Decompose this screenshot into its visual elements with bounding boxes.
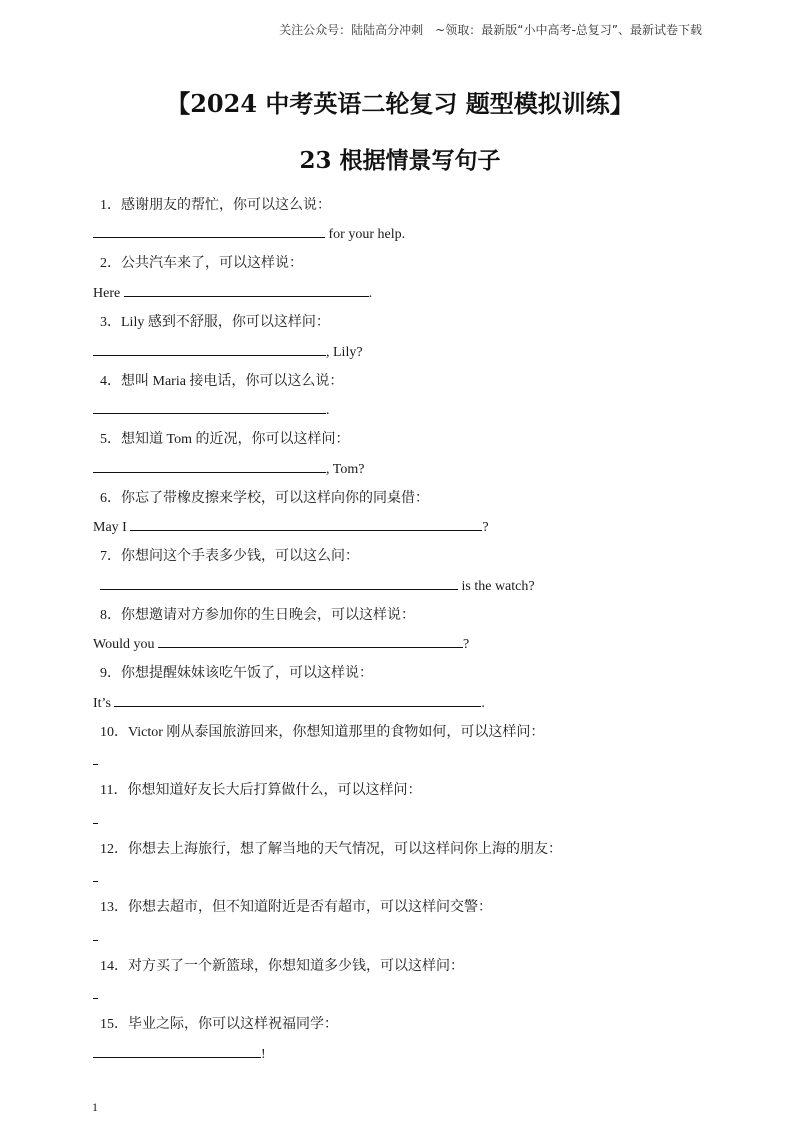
answer-suffix: . bbox=[481, 696, 485, 711]
answer-suffix: . bbox=[368, 286, 373, 301]
answer-blank[interactable] bbox=[93, 925, 98, 941]
answer-blank[interactable] bbox=[93, 340, 326, 356]
answer-blank[interactable] bbox=[158, 632, 463, 648]
answer-line bbox=[93, 866, 98, 886]
question-prompt: 15．毕业之际，你可以这样祝福同学： bbox=[100, 1017, 338, 1032]
answer-prefix: May I bbox=[93, 520, 131, 535]
answer-blank[interactable] bbox=[124, 281, 369, 297]
answer-blank[interactable] bbox=[93, 457, 326, 473]
answer-line bbox=[93, 398, 330, 418]
question-prompt: 3．Lily 感到不舒服，你可以这样问： bbox=[100, 315, 330, 330]
question-prompt: 2．公共汽车来了，可以这样说： bbox=[100, 256, 303, 271]
answer-blank[interactable] bbox=[100, 574, 458, 590]
answer-line bbox=[93, 457, 364, 477]
question-prompt: 5．想知道 Tom 的近况，你可以这样问： bbox=[100, 432, 350, 447]
answer-suffix: for your help. bbox=[325, 227, 406, 242]
answer-line bbox=[93, 925, 98, 945]
question-prompt: 12．你想去上海旅行，想了解当地的天气情况，可以这样问你上海的朋友： bbox=[100, 842, 562, 857]
answer-prefix: Here bbox=[93, 286, 124, 301]
question-prompt: 8．你想邀请对方参加你的生日晚会，可以这样说： bbox=[100, 608, 415, 623]
answer-blank[interactable] bbox=[114, 691, 481, 707]
answer-line bbox=[93, 281, 372, 301]
answer-suffix: ! bbox=[261, 1047, 266, 1062]
answer-prefix: It’s bbox=[93, 696, 115, 711]
answer-prefix: Would you bbox=[93, 637, 158, 652]
question-prompt: 10．Victor 刚从泰国旅游回来，你想知道那里的食物如何，可以这样问： bbox=[100, 725, 545, 740]
answer-suffix: ? bbox=[462, 637, 470, 652]
answer-blank[interactable] bbox=[93, 398, 326, 414]
answer-blank[interactable] bbox=[93, 866, 98, 882]
question-prompt: 4．想叫 Maria 接电话，你可以这么说： bbox=[100, 374, 344, 389]
answer-line bbox=[100, 574, 535, 594]
header-note: 关注公众号：陆陆高分冲刺 ~领取：最新版“小中高考-总复习”、最新试卷下载 bbox=[279, 23, 702, 37]
question-prompt: 9．你想提醒妹妹该吃午饭了，可以这样说： bbox=[100, 666, 373, 681]
answer-suffix: . bbox=[326, 403, 330, 418]
answer-line bbox=[93, 222, 405, 242]
answer-line bbox=[93, 808, 98, 828]
page-number: 1 bbox=[92, 1100, 98, 1114]
worksheet-subtitle: 23 根据情景写句子 bbox=[299, 147, 501, 174]
worksheet-title: 【2024 中考英语二轮复习 题型模拟训练】 bbox=[166, 89, 634, 118]
question-prompt: 11．你想知道好友长大后打算做什么，可以这样问： bbox=[100, 783, 422, 798]
answer-line bbox=[93, 1042, 266, 1062]
answer-line bbox=[93, 749, 98, 769]
question-prompt: 13．你想去超市，但不知道附近是否有超市，可以这样问交警： bbox=[100, 900, 492, 915]
question-prompt: 1．感谢朋友的帮忙，你可以这么说： bbox=[100, 198, 331, 213]
answer-line bbox=[93, 340, 363, 360]
answer-blank[interactable] bbox=[93, 983, 98, 999]
question-prompt: 7．你想问这个手表多少钱，可以这么问： bbox=[100, 549, 359, 564]
answer-blank[interactable] bbox=[130, 515, 482, 531]
answer-suffix: is the watch? bbox=[458, 579, 535, 594]
answer-suffix: ? bbox=[482, 520, 489, 535]
question-prompt: 6．你忘了带橡皮擦来学校，可以这样向你的同桌借： bbox=[100, 491, 429, 506]
answer-suffix: , Lily? bbox=[326, 345, 363, 360]
answer-blank[interactable] bbox=[93, 1042, 261, 1058]
answer-blank[interactable] bbox=[93, 808, 98, 824]
answer-line bbox=[93, 691, 485, 711]
answer-line bbox=[93, 983, 98, 1003]
answer-blank[interactable] bbox=[93, 749, 98, 765]
question-prompt: 14．对方买了一个新篮球，你想知道多少钱，可以这样问： bbox=[100, 959, 464, 974]
answer-line bbox=[93, 632, 469, 652]
answer-blank[interactable] bbox=[93, 222, 325, 238]
answer-line bbox=[93, 515, 489, 535]
answer-suffix: , Tom? bbox=[326, 462, 365, 477]
